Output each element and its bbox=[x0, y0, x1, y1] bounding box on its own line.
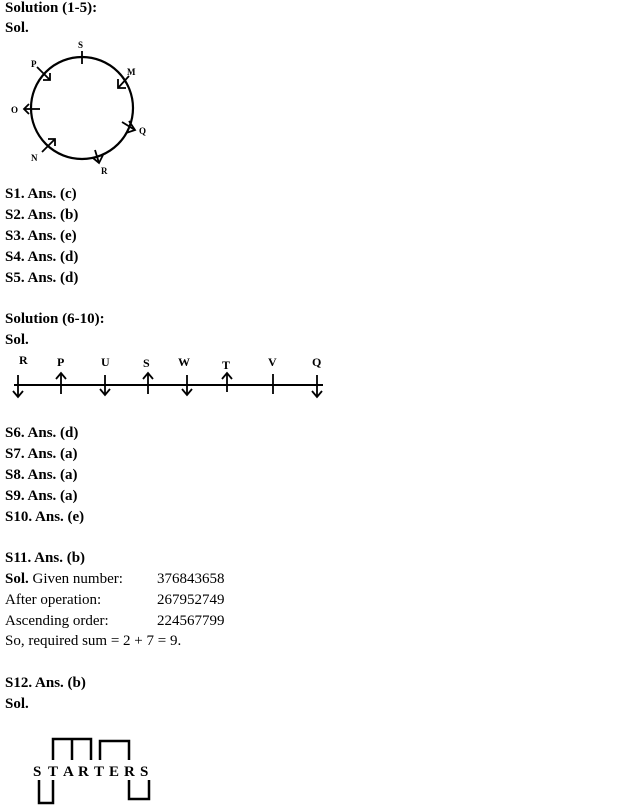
answer-s4: S4. Ans. (d) bbox=[5, 249, 79, 265]
answer-s10: S10. Ans. (e) bbox=[5, 509, 85, 525]
line-label-p: P bbox=[57, 355, 65, 369]
circle-label-q: Q bbox=[139, 126, 147, 136]
answer-s9: S9. Ans. (a) bbox=[5, 488, 78, 504]
word-letter-3: A bbox=[63, 764, 74, 780]
word-letter-8: S bbox=[140, 764, 149, 780]
given-number-label: Given number: bbox=[28, 571, 123, 587]
circular-arrangement-diagram bbox=[0, 38, 150, 178]
answer-s12: S12. Ans. (b) bbox=[5, 675, 86, 691]
answer-s6: S6. Ans. (d) bbox=[5, 425, 79, 441]
after-operation-label: After operation: bbox=[5, 592, 102, 608]
circle-label-n: N bbox=[31, 153, 38, 163]
answer-s8: S8. Ans. (a) bbox=[5, 467, 78, 483]
answer-s3: S3. Ans. (e) bbox=[5, 228, 77, 244]
circle-label-o: O bbox=[11, 105, 19, 115]
line-label-u: U bbox=[101, 355, 110, 369]
line-label-s: S bbox=[143, 356, 150, 370]
line-label-q: Q bbox=[312, 355, 322, 369]
line-label-t: T bbox=[222, 358, 231, 372]
ascending-order-label: Ascending order: bbox=[5, 613, 109, 629]
line-label-r: R bbox=[19, 353, 28, 367]
solution-1-5-heading: Solution (1-5): bbox=[5, 0, 98, 16]
circle-label-s: S bbox=[78, 40, 84, 50]
answer-s7: S7. Ans. (a) bbox=[5, 446, 78, 462]
line-label-v: V bbox=[268, 355, 277, 369]
word-letter-1: S bbox=[33, 764, 42, 780]
linear-arrangement-diagram bbox=[0, 352, 330, 402]
sol-given-number-row bbox=[5, 570, 123, 588]
word-letter-4: R bbox=[78, 764, 89, 780]
sol-label-2: Sol. bbox=[5, 332, 29, 348]
sol-label-4: Sol. bbox=[5, 696, 29, 712]
answer-s1: S1. Ans. (c) bbox=[5, 186, 77, 202]
word-letter-6: E bbox=[109, 764, 120, 780]
solution-6-10-heading: Solution (6-10): bbox=[5, 311, 105, 327]
answer-s2: S2. Ans. (b) bbox=[5, 207, 79, 223]
given-number-value: 376843658 bbox=[157, 571, 225, 587]
answer-s11: S11. Ans. (b) bbox=[5, 550, 86, 566]
after-operation-value: 267952749 bbox=[157, 592, 225, 608]
ascending-order-value: 224567799 bbox=[157, 613, 225, 629]
word-letter-7: R bbox=[124, 764, 135, 780]
sol-label-3: Sol. bbox=[5, 571, 29, 587]
answer-s5: S5. Ans. (d) bbox=[5, 270, 79, 286]
word-letter-2: T bbox=[48, 764, 59, 780]
required-sum-text: So, required sum = 2 + 7 = 9. bbox=[5, 633, 182, 649]
line-label-w: W bbox=[178, 355, 190, 369]
starters-word-diagram bbox=[30, 733, 160, 808]
word-letter-5: T bbox=[94, 764, 105, 780]
sol-label-1: Sol. bbox=[5, 20, 29, 36]
circle-label-p: P bbox=[31, 59, 37, 69]
circle-label-r: R bbox=[101, 166, 108, 176]
circle-label-m: M bbox=[127, 67, 136, 77]
